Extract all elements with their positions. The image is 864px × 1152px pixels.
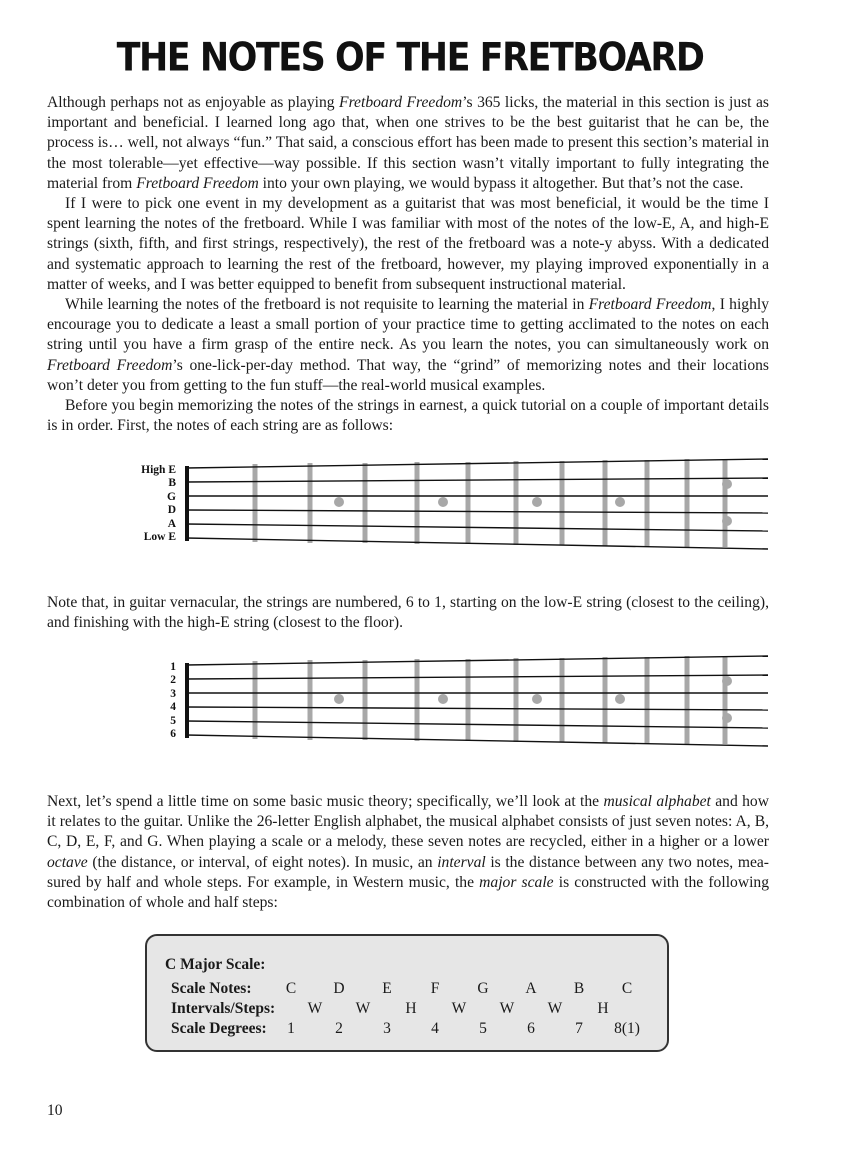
strings bbox=[186, 459, 768, 549]
string bbox=[186, 538, 768, 549]
string-label: 4 bbox=[170, 701, 176, 713]
interval-step: W bbox=[451, 1000, 467, 1017]
italic-term: Fretboard Freedom bbox=[339, 94, 463, 111]
string bbox=[186, 459, 768, 468]
intro-paragraph-3: While learning the notes of the fretboard is not requisite to learning the material in Fretboard Freedom, I highly encourage you to dedicate a least a small portion of your practice time to getting acclimated to the notes on each string until you have a firm grasp of the entire neck. As you learn the notes, you can simultaneously work on Fretboard Freedom’s one-lick-per-day method. That way, the “grind” of memorizing notes and their locations won’t deter you from getting to the fun stuff—the real-world musical examples. bbox=[47, 296, 769, 394]
page-number: 10 bbox=[47, 1102, 63, 1119]
scale-degree: 4 bbox=[431, 1020, 439, 1037]
scale-note: G bbox=[477, 980, 489, 997]
scale-box-title: C Major Scale: bbox=[165, 956, 266, 973]
string bbox=[186, 656, 768, 665]
string bbox=[186, 524, 768, 531]
intro-text bbox=[47, 93, 769, 436]
fretboard-diagram-string-numbers bbox=[120, 652, 780, 757]
scale-note: C bbox=[621, 980, 633, 997]
fretboard-1-svg bbox=[120, 455, 780, 555]
italic-term: Fretboard Freedom bbox=[47, 356, 173, 374]
inlay-dot bbox=[532, 694, 542, 704]
italic-term: Fretboard Freedom bbox=[588, 296, 712, 314]
italic-term: octave bbox=[47, 853, 88, 871]
numbering-text bbox=[47, 593, 769, 633]
inlay-dot bbox=[722, 676, 732, 686]
fretboard-diagram-string-names bbox=[120, 455, 780, 560]
scale-degree: 5 bbox=[479, 1020, 487, 1037]
inlay-dot bbox=[334, 497, 344, 507]
theory-paragraph: Next, let’s spend a little time on some basic music theory; specifically, we’ll look at the musical alphabet and how it relates to the guitar. Unlike the 26-letter English alphabet, the musical alphabet consists of just seven notes: A, B, C, D, E, F, and G. When playing a scale or a melody, these seven notes are recycled, either in a higher or a lower octave (the distance, or interval, of eight notes). In music, an interval is the distance between any two notes, measured by half and whole steps. For example, in Western music, the major scale is constructed with the following combination of whole and half steps: bbox=[47, 793, 770, 912]
string-label: 3 bbox=[170, 688, 176, 700]
string-label: 5 bbox=[170, 715, 176, 727]
string-label: G bbox=[167, 491, 176, 503]
numbering-paragraph: Note that, in guitar vernacular, the strings are numbered, 6 to 1, starting on the low-E string (closest to the ceiling), and finishing with the high-E string (closest to the floor). bbox=[47, 594, 769, 632]
interval-step: W bbox=[307, 1000, 323, 1017]
fret-inlays bbox=[334, 479, 732, 526]
string-labels bbox=[141, 464, 177, 543]
scale-note: A bbox=[525, 980, 537, 997]
string bbox=[186, 510, 768, 513]
string-label: 1 bbox=[170, 661, 176, 673]
string bbox=[186, 707, 768, 710]
interval-step: H bbox=[597, 1000, 609, 1017]
theory-text bbox=[47, 792, 769, 913]
scale-degree: 1 bbox=[287, 1020, 295, 1037]
inlay-dot bbox=[722, 516, 732, 526]
inlay-dot bbox=[438, 497, 448, 507]
scale-degree: 6 bbox=[527, 1020, 535, 1037]
inlay-dot bbox=[722, 713, 732, 723]
string-label: D bbox=[167, 504, 176, 516]
string bbox=[186, 675, 768, 679]
inlay-dot bbox=[532, 497, 542, 507]
scale-note: F bbox=[430, 980, 440, 997]
scale-note: E bbox=[382, 980, 392, 997]
inlay-dot bbox=[438, 694, 448, 704]
interval-step: W bbox=[547, 1000, 563, 1017]
scale-note: D bbox=[333, 980, 345, 997]
inlay-dot bbox=[334, 694, 344, 704]
inlay-dot bbox=[722, 479, 732, 489]
inlay-dot bbox=[615, 497, 625, 507]
italic-term: musical alphabet bbox=[603, 793, 711, 810]
fret-inlays bbox=[334, 676, 732, 723]
frets bbox=[255, 459, 725, 547]
inlay-dot bbox=[615, 694, 625, 704]
italic-term: interval bbox=[437, 853, 486, 871]
nut bbox=[185, 466, 189, 541]
scale-degree: 3 bbox=[383, 1020, 391, 1037]
string-label: A bbox=[167, 518, 176, 530]
page-title: THE NOTES OF THE FRETBOARD bbox=[116, 35, 704, 81]
string-label: High E bbox=[141, 464, 176, 476]
string-label: 2 bbox=[170, 674, 176, 686]
interval-step: H bbox=[405, 1000, 417, 1017]
scale-degree: 8(1) bbox=[614, 1020, 640, 1037]
string-labels bbox=[170, 661, 176, 740]
intervals-steps-label: Intervals/Steps: bbox=[171, 1000, 276, 1017]
intro-paragraph-2: If I were to pick one event in my development as a guitarist that was most beneficial, it would be the time I spent learning the notes of the fretboard. While I was familiar with most of the notes of the low-E, A, and high-E strings (sixth, fifth, and first strings, respectively), the rest of the fretboard was a note-y abyss. With a dedicated and systematic approach to learning the rest of the fretboard, however, my playing improved exponentially in a matter of weeks, and I was better equipped to benefit from subsequent instructional material. bbox=[47, 195, 769, 293]
intro-paragraph-1: Although perhaps not as enjoyable as playing Fretboard Freedom’s 365 licks, the material in this section is just as important and beneficial. I learned long ago that, when one strives to be the best guitarist that he can be, the process is… well, not always “fun.” That said, a conscious effort has been made to present this section’s material in the most tolerable—yet effective—way possible. If this section wasn’t vitally important to fully integrating the material from Fretboard Freedom into your own playing, we would bypass it altogether. But that’s not the case. bbox=[47, 94, 769, 192]
string-label: Low E bbox=[143, 531, 176, 543]
fretboard-2-svg bbox=[120, 652, 780, 752]
scale-degree: 2 bbox=[335, 1020, 343, 1037]
interval-step: W bbox=[355, 1000, 371, 1017]
c-major-scale-box bbox=[145, 934, 669, 1052]
scale-note: C bbox=[285, 980, 297, 997]
string bbox=[186, 478, 768, 482]
scale-note: B bbox=[573, 980, 585, 997]
string bbox=[186, 721, 768, 728]
frets bbox=[255, 656, 725, 744]
nut bbox=[185, 663, 189, 738]
italic-term: major scale bbox=[479, 873, 554, 891]
string-label: B bbox=[168, 477, 176, 489]
scale-degrees-label: Scale Degrees: bbox=[171, 1020, 267, 1037]
interval-step: W bbox=[499, 1000, 515, 1017]
italic-term: Fretboard Freedom bbox=[136, 174, 259, 192]
strings bbox=[186, 656, 768, 746]
scale-notes-label: Scale Notes: bbox=[171, 980, 252, 997]
string bbox=[186, 735, 768, 746]
scale-degree: 7 bbox=[575, 1020, 583, 1037]
intro-paragraph-4: Before you begin memorizing the notes of the strings in earnest, a quick tutorial on a couple of important details is in order. First, the notes of each string are as follows: bbox=[47, 397, 769, 435]
string-label: 6 bbox=[170, 728, 176, 740]
